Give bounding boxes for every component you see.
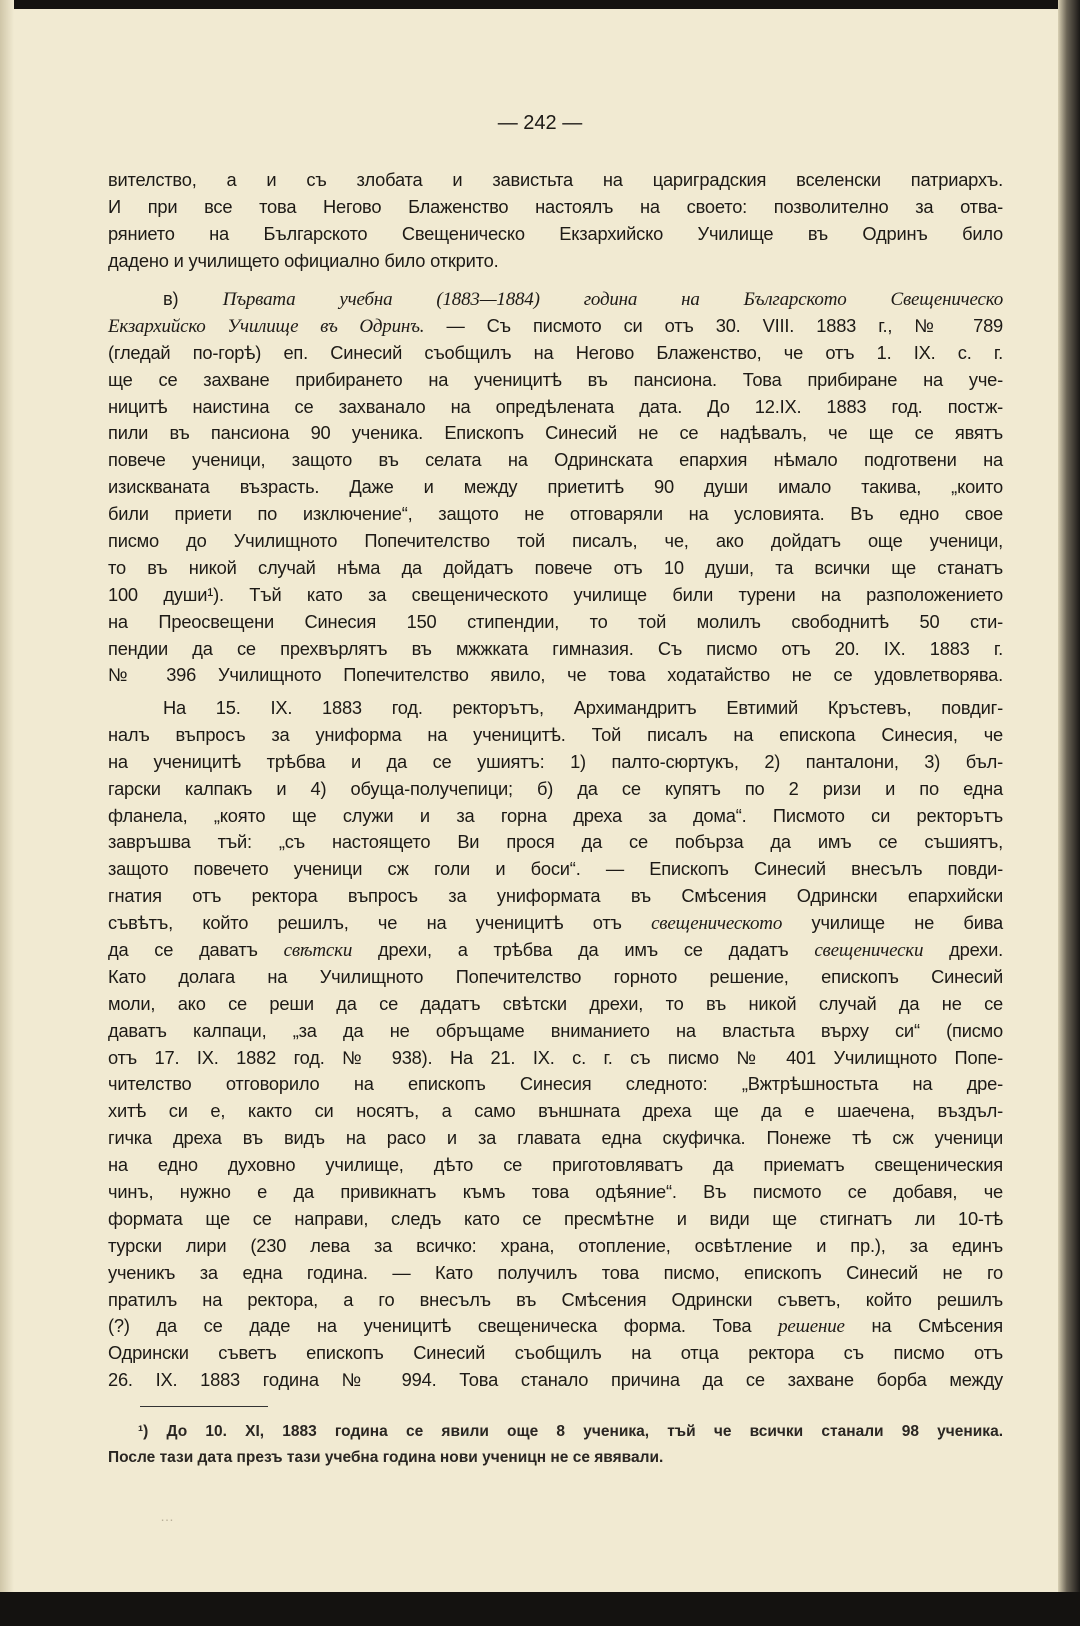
text-line: Като долага на Училищното Попечителство горното решение, епископъ Синесий	[108, 965, 1003, 987]
italic-text: решение	[778, 1316, 845, 1338]
footnote-line: После тази дата презъ тази учебна година нови ученицн не се явявали.	[108, 1449, 664, 1466]
italic-text: свѣтски	[283, 940, 353, 962]
text-line: на едно духовно училище, дѣто се приготовляватъ да приематъ свещеническия	[108, 1154, 1003, 1176]
text-line: Одрински съветъ епископъ Синесий съобщилъ на отца ректора съ писмо отъ	[108, 1342, 1003, 1364]
text-line	[108, 286, 1003, 313]
signature-mark: …	[160, 1508, 174, 1524]
paragraph-section-v	[108, 286, 1003, 689]
text-line: завръшва тъй: „съ настоящето Ви прося да се побърза да имъ се съшиятъ,	[108, 831, 1003, 853]
text-line: (гледай по-горѣ) еп. Синесий съобщилъ на Негово Блаженство, че отъ 1. IX. с. г.	[108, 341, 1003, 363]
text-line: гнатия отъ ректора въпросъ за униформата въ Смѣсения Одрински епархийски	[108, 885, 1003, 907]
text-segment: училище не бива	[782, 912, 1003, 934]
text-line: 26. IX. 1883 година № 994. Това станало причина да се захване борба между	[108, 1369, 1003, 1391]
text-line: дадено и училището официално било открито.	[108, 249, 499, 271]
text-line: турски лири (230 лева за всичко: храна, отопление, освѣтление и пр.), за единъ	[108, 1234, 1003, 1256]
text-line: ще се захване прибирането на ученицитѣ въ пансиона. Това прибиране на уче-	[108, 368, 1003, 390]
text-segment: на Смѣсения	[844, 1315, 1004, 1337]
text-segment: — Съ писмото си отъ 30. VIII. 1883 г., № 789	[424, 314, 1003, 336]
text-line	[108, 937, 1003, 964]
text-line: налъ въпросъ за униформа на ученицитѣ. Той писалъ на епископа Синесия, че	[108, 723, 1003, 745]
italic-text: свещенически	[814, 940, 924, 962]
scan-bottom-border	[0, 1592, 1080, 1626]
text-line: гичка дреха въ видъ на расо и за главата една скуфичка. Понеже тѣ сж ученици	[108, 1127, 1003, 1149]
text-line: даватъ калпаци, „за да не обръщаме вниманието на властьта върху си“ (писмо	[108, 1019, 1003, 1041]
text-line: И при все това Негово Блаженство настоялъ на своето: позволително за отва-	[108, 195, 1003, 217]
text-line: писмо до Училищното Попечителство той писалъ, че, ако дойдатъ още ученици,	[108, 530, 1003, 552]
text-segment: да се даватъ	[108, 939, 284, 961]
text-line: били приети по изключение“, защото не отговаряли на условията. Въ едно свое	[108, 503, 1003, 525]
text-line: на Преосвещени Синесия 150 стипендии, то той молилъ свободнитѣ 50 сти-	[108, 610, 1003, 632]
paragraph-continuation	[108, 167, 1003, 275]
text-line: пили въ пансиона 90 ученика. Епископъ Синесий не се надѣвалъ, че ще се явятъ	[108, 422, 1003, 444]
scan-left-shadow	[0, 0, 14, 1626]
text-line: ученикъ за една година. — Като получилъ това писмо, епископъ Синесий не го	[108, 1261, 1003, 1283]
italic-text: Първата учебна (1883—1884) година на Българското Свещеническо	[222, 289, 1003, 310]
text-line: фланела, „която ще служи и за горна дреха за дома“. Писмото си ректорътъ	[108, 804, 1003, 826]
text-line: хитѣ си е, както си носятъ, а само външната дреха ще да е шаечена, въздъл-	[108, 1100, 1003, 1122]
scan-right-edge	[1058, 0, 1080, 1626]
italic-text: свещеническото	[651, 913, 783, 935]
text-line	[108, 313, 1003, 340]
text-segment: дрехи, а трѣбва да имъ се дадатъ	[352, 939, 815, 961]
text-line: На 15. IX. 1883 год. ректорътъ, Архимандритъ Евтимий Кръстевъ, повдиг-	[163, 697, 1003, 718]
scan-top-border	[0, 0, 1080, 9]
text-line: вителство, а и съ злобата и завистьта на цариградския вселенски патриархъ.	[108, 169, 1003, 190]
text-line: то въ никой случай нѣма да дойдатъ повече отъ 10 души, та всички ще станатъ	[108, 556, 1003, 578]
text-line: отъ 17. IX. 1882 год. № 938). На 21. IX. с. г. съ писмо № 401 Училищното Попе-	[108, 1046, 1003, 1068]
text-line: пендии да се прехвърлятъ въ мжжката гимназия. Съ писмо отъ 20. IX. 1883 г.	[108, 637, 1003, 659]
text-line: рянието на Българското Свещеническо Екзархийско Училище въ Одринъ било	[108, 222, 1003, 244]
italic-text: Екзархийско Училище въ Одринъ.	[108, 315, 425, 337]
text-line: изискваната възрасть. Даже и между приетитѣ 90 души имало такива, „които	[108, 476, 1003, 498]
text-line: моли, ако се реши да се дадатъ свѣтски дрехи, то въ никой случай да не се	[108, 992, 1003, 1014]
text-line: ницитѣ наистина се захванало на опредѣлената дата. До 12.IX. 1883 год. постж-	[108, 395, 1003, 417]
text-line	[108, 1313, 1003, 1340]
text-segment: съвѣтъ, който решилъ, че на ученицитѣ отъ	[108, 912, 652, 934]
text-segment: в)	[163, 288, 223, 309]
text-line: чителство отговорило на епископъ Синесия следното: „Вжтрѣшностьта на дре-	[108, 1073, 1003, 1095]
text-line: № 396 Училищното Попечителство явило, че това ходатайство не се удовлетворява.	[108, 664, 1003, 686]
text-line: повече ученици, защото въ селата на Одринската епархия нѣмало подготвени на	[108, 449, 1003, 471]
text-line: на ученицитѣ трѣбва и да се ушиятъ: 1) палто-сюртукъ, 2) панталони, 3) бъл-	[108, 750, 1003, 772]
footnote	[108, 1419, 1003, 1471]
text-line: защото повечето ученици сж голи и боси“. — Епископъ Синесий внесълъ повди-	[108, 858, 1003, 880]
paragraph-uniform	[108, 695, 1003, 1394]
text-line: гарски калпакъ и 4) обуща-получепици; б) да се купятъ по 2 ризи и по една	[108, 777, 1003, 799]
text-segment: (?) да се даде на ученицитѣ свещеническа форма. Това	[108, 1315, 779, 1337]
text-line: пратилъ на ректора, а го внесълъ въ Смѣсения Одрински съветъ, който решилъ	[108, 1288, 1003, 1310]
footnote-separator	[140, 1406, 268, 1407]
text-line: 100 души¹). Тъй като за свещеническото училище били турени на разположението	[108, 583, 1003, 605]
text-segment: дрехи.	[923, 939, 1003, 961]
text-line: чинъ, нужно е да привикнатъ къмъ това одѣяние“. Въ писмото се добавя, че	[108, 1181, 1003, 1203]
footnote-line: ¹) До 10. XI, 1883 година се явили още 8 ученика, тъй че всички станали 98 ученика.	[138, 1423, 1003, 1440]
text-line	[108, 910, 1003, 937]
text-line: формата ще се направи, следъ като се пресмѣтне и види ще стигнатъ ли 10-тѣ	[108, 1207, 1003, 1229]
page-number: — 242 —	[497, 112, 583, 134]
